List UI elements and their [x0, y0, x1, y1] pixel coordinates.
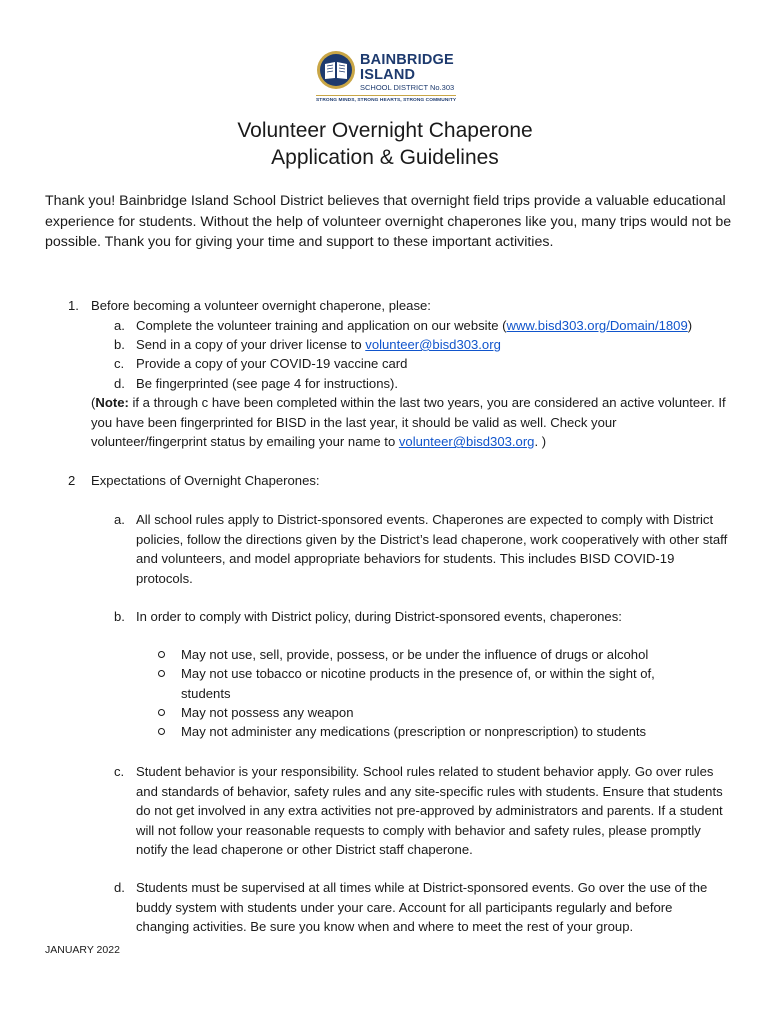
footer-date: JANUARY 2022 [45, 944, 120, 956]
section2-item-c-marker: c. [114, 764, 125, 779]
hollow-bullet-icon [158, 728, 165, 735]
page-title-line1: Volunteer Overnight Chaperone [237, 119, 533, 142]
section1-heading: Before becoming a volunteer overnight chaperone, please: [91, 298, 431, 313]
section1-item-d: Be fingerprinted (see page 4 for instructions). [136, 376, 399, 391]
rule-bullet-3: May not possess any weapon [181, 705, 354, 720]
hollow-bullet-icon [158, 651, 165, 658]
section2-number: 2 [68, 473, 76, 488]
logo-name-line1: BAINBRIDGE [360, 52, 454, 68]
section2-item-d-marker: d. [114, 880, 125, 895]
item-a-close: ) [687, 318, 693, 333]
district-logo [314, 48, 464, 108]
note-close: . ) [534, 434, 547, 450]
logo-name-line2: ISLAND [360, 67, 416, 83]
section1-item-c: Provide a copy of your COVID-19 vaccine card [136, 356, 408, 371]
section1-note [91, 393, 731, 452]
item-b-text: Send in a copy of your driver license to [136, 337, 366, 352]
section2-item-c: Student behavior is your responsibility. School rules related to student behavior apply. Go over rules and standards of behavior, safety rules and any site-specific rules with students. Ensure that students do not get involved in any extra activities not pre-approved by administrators and parents. If a student will not follow your reasonable requests to comply with behavior and safety rules, please promptly notify the lead chaperone or other District staff chaperone. [136, 764, 723, 858]
note-open: ( [91, 395, 96, 410]
hollow-bullet-icon [158, 670, 165, 677]
section1-item-c-marker: c. [114, 356, 125, 371]
section1-number: 1. [68, 298, 79, 313]
note-label: Note: [95, 395, 129, 410]
note-text: if a through c have been completed within the last two years, you are considered an active volunteer. If you have been fingerprinted for BISD in the last year, it should be valid as well. Check your volunteer/fingerprint status by emailing your name to [91, 395, 726, 450]
rule-bullet-2: May not use tobacco or nicotine products in the presence of, or within the sight of, students [181, 666, 655, 701]
section1-item-b [136, 335, 501, 355]
rule-bullet-4: May not administer any medications (prescription or nonprescription) to students [181, 724, 647, 739]
book-seal-icon [316, 50, 356, 90]
volunteer-email-link[interactable]: volunteer@bisd303.org [365, 337, 501, 352]
logo-subtitle: SCHOOL DISTRICT No.303 [360, 83, 455, 92]
intro-paragraph: Thank you! Bainbridge Island School District believes that overnight field trips provide a valuable educational experience for students. Without the help of volunteer overnight chaperones like you, many trips would not be possible. Thank you for giving your time and support to these important activities. [45, 193, 732, 250]
section2-item-a: All school rules apply to District-sponsored events. Chaperones are expected to comply with District policies, follow the directions given by the District’s lead chaperone, work cooperatively with other staff and volunteers, and model appropriate behaviors for students. This includes BISD COVID-19 protocols. [136, 512, 728, 586]
hollow-bullet-icon [158, 709, 165, 716]
logo-divider [316, 95, 456, 96]
logo-tagline: STRONG MINDS, STRONG HEARTS, STRONG COMMUNITY [316, 98, 457, 103]
section1-item-a [136, 316, 692, 336]
section1-item-b-marker: b. [114, 337, 125, 352]
section2-item-b-marker: b. [114, 609, 125, 624]
rule-bullet-1: May not use, sell, provide, possess, or be under the influence of drugs or alcohol [181, 647, 649, 662]
note-email-link[interactable]: volunteer@bisd303.org [398, 434, 535, 450]
section2-item-d: Students must be supervised at all times while at District-sponsored events. Go over the use of the buddy system with students under your care. Account for all participants regularly and before changing activities. Be sure you know when and where to meet the rest of your group. [136, 880, 708, 935]
item-a-text: Complete the volunteer training and application on our website ( [136, 318, 507, 333]
website-link[interactable]: www.bisd303.org/Domain/1809 [506, 318, 688, 333]
page-title-line2: Application & Guidelines [271, 146, 499, 169]
section1-item-d-marker: d. [114, 376, 125, 391]
section2-item-a-marker: a. [114, 512, 125, 527]
section2-item-b: In order to comply with District policy, during District-sponsored events, chaperones: [136, 609, 622, 624]
section2-heading: Expectations of Overnight Chaperones: [91, 473, 320, 488]
section1-item-a-marker: a. [114, 318, 125, 333]
